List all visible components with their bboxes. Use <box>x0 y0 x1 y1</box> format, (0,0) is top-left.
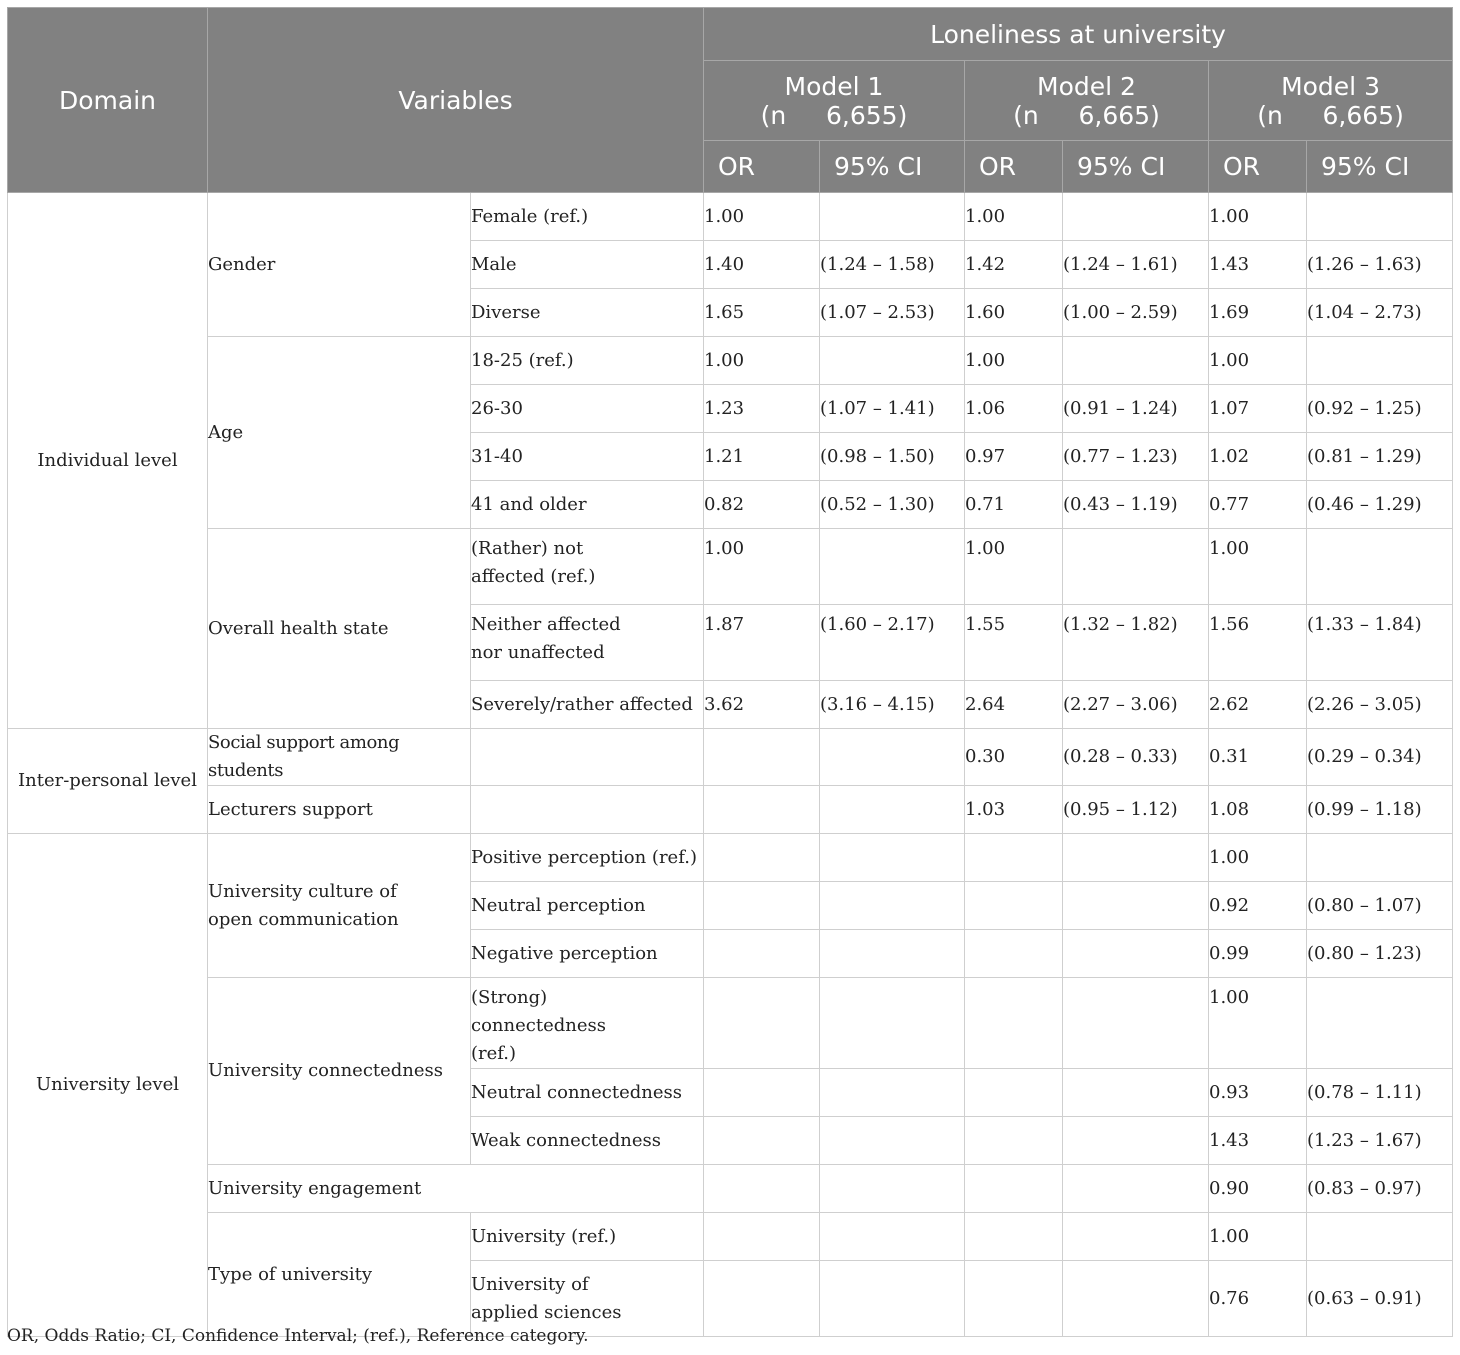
or-model-3: 0.93 <box>1209 1069 1307 1117</box>
or-model-1: 1.40 <box>704 241 820 289</box>
table-body <box>8 193 1453 1337</box>
table-row <box>8 786 1453 834</box>
table-footnote: OR, Odds Ratio; CI, Confidence Interval; (ref.), Reference category. <box>7 1326 589 1346</box>
or-model-3: 1.43 <box>1209 1117 1307 1165</box>
or-model-3: 1.08 <box>1209 786 1307 834</box>
or-model-2: 1.06 <box>965 385 1063 433</box>
domain-university: University level <box>8 834 208 1337</box>
row-label: Male <box>471 241 704 289</box>
row-label: Neutral perception <box>471 882 704 930</box>
table-header <box>8 8 1453 193</box>
or-model-2 <box>965 834 1063 882</box>
row-label: University of applied sciences <box>471 1261 704 1337</box>
or-model-3: 1.07 <box>1209 385 1307 433</box>
or-model-3: 1.00 <box>1209 834 1307 882</box>
header-or-2: OR <box>965 141 1063 193</box>
ci-model-3: (1.26 – 1.63) <box>1307 241 1453 289</box>
ci-model-2: (2.27 – 3.06) <box>1063 681 1209 729</box>
row-label: Diverse <box>471 289 704 337</box>
row-label: 18-25 (ref.) <box>471 337 704 385</box>
group-engagement: University engagement <box>208 1165 704 1213</box>
or-model-2: 1.00 <box>965 193 1063 241</box>
ci-model-2: (1.00 – 2.59) <box>1063 289 1209 337</box>
or-model-2: 1.42 <box>965 241 1063 289</box>
ci-model-1 <box>820 1261 965 1337</box>
ci-model-2 <box>1063 529 1209 605</box>
or-model-2: 0.71 <box>965 481 1063 529</box>
or-model-2 <box>965 1117 1063 1165</box>
row-label: Female (ref.) <box>471 193 704 241</box>
header-model-2 <box>965 61 1209 141</box>
ci-model-2 <box>1063 882 1209 930</box>
ci-model-3: (0.78 – 1.11) <box>1307 1069 1453 1117</box>
ci-model-2: (0.95 – 1.12) <box>1063 786 1209 834</box>
header-ci-1: 95% CI <box>820 141 965 193</box>
ci-model-3: (0.99 – 1.18) <box>1307 786 1453 834</box>
or-model-1 <box>704 1213 820 1261</box>
row-label: 41 and older <box>471 481 704 529</box>
ci-model-3 <box>1307 834 1453 882</box>
ci-model-1 <box>820 1069 965 1117</box>
group-health: Overall health state <box>208 529 471 729</box>
ci-model-1: (1.60 – 2.17) <box>820 605 965 681</box>
header-domain: Domain <box>8 8 208 193</box>
header-or-3: OR <box>1209 141 1307 193</box>
model-2-name: Model 2 <box>1037 71 1136 101</box>
ci-model-1 <box>820 786 965 834</box>
ci-model-1: (0.52 – 1.30) <box>820 481 965 529</box>
ci-model-3 <box>1307 978 1453 1069</box>
or-model-3: 1.00 <box>1209 978 1307 1069</box>
model-1-n: (n 6,655) <box>760 100 908 130</box>
ci-model-2: (0.77 – 1.23) <box>1063 433 1209 481</box>
row-label: (Strong) connectedness (ref.) <box>471 978 704 1069</box>
or-model-1: 1.00 <box>704 529 820 605</box>
or-model-2 <box>965 1165 1063 1213</box>
row-label: Weak connectedness <box>471 1117 704 1165</box>
group-lecturers: Lecturers support <box>208 786 471 834</box>
group-type: Type of university <box>208 1213 471 1337</box>
row-label <box>471 786 704 834</box>
ci-model-1 <box>820 834 965 882</box>
header-model-3 <box>1209 61 1453 141</box>
ci-model-1: (1.24 – 1.58) <box>820 241 965 289</box>
table-row <box>8 978 1453 1069</box>
group-culture: University culture of open communication <box>208 834 471 978</box>
table-row <box>8 529 1453 605</box>
ci-model-3: (0.83 – 0.97) <box>1307 1165 1453 1213</box>
or-model-3: 1.00 <box>1209 337 1307 385</box>
group-age: Age <box>208 337 471 529</box>
or-model-3: 0.77 <box>1209 481 1307 529</box>
ci-model-3: (0.63 – 0.91) <box>1307 1261 1453 1337</box>
domain-individual: Individual level <box>8 193 208 729</box>
ci-model-1 <box>820 1117 965 1165</box>
ci-model-1 <box>820 193 965 241</box>
ci-model-3: (1.04 – 2.73) <box>1307 289 1453 337</box>
header-ci-3: 95% CI <box>1307 141 1453 193</box>
ci-model-2 <box>1063 1261 1209 1337</box>
row-label: Positive perception (ref.) <box>471 834 704 882</box>
header-variables: Variables <box>208 8 704 193</box>
model-3-name: Model 3 <box>1281 71 1380 101</box>
or-model-2: 0.97 <box>965 433 1063 481</box>
ci-model-1: (1.07 – 2.53) <box>820 289 965 337</box>
or-model-3: 1.02 <box>1209 433 1307 481</box>
row-label: Severely/rather affected <box>471 681 704 729</box>
table-row <box>8 729 1453 786</box>
ci-model-3: (1.33 – 1.84) <box>1307 605 1453 681</box>
row-label: 26-30 <box>471 385 704 433</box>
model-3-n: (n 6,665) <box>1257 100 1404 130</box>
row-label: (Rather) not affected (ref.) <box>471 529 704 605</box>
or-model-2: 2.64 <box>965 681 1063 729</box>
or-model-3: 1.43 <box>1209 241 1307 289</box>
or-model-2: 1.00 <box>965 337 1063 385</box>
ci-model-2 <box>1063 1165 1209 1213</box>
table-row <box>8 1213 1453 1261</box>
table-row <box>8 337 1453 385</box>
or-model-3: 1.00 <box>1209 529 1307 605</box>
ci-model-3: (0.81 – 1.29) <box>1307 433 1453 481</box>
ci-model-3: (0.80 – 1.23) <box>1307 930 1453 978</box>
or-model-2 <box>965 882 1063 930</box>
or-model-1: 1.00 <box>704 193 820 241</box>
header-model-1 <box>704 61 965 141</box>
ci-model-1 <box>820 1213 965 1261</box>
ci-model-2 <box>1063 1213 1209 1261</box>
ci-model-2: (0.28 – 0.33) <box>1063 729 1209 786</box>
header-or-1: OR <box>704 141 820 193</box>
ci-model-3 <box>1307 193 1453 241</box>
ci-model-3: (0.29 – 0.34) <box>1307 729 1453 786</box>
or-model-2 <box>965 1069 1063 1117</box>
row-label: Neither affected nor unaffected <box>471 605 704 681</box>
row-label: 31-40 <box>471 433 704 481</box>
or-model-2: 1.00 <box>965 529 1063 605</box>
ci-model-1 <box>820 1165 965 1213</box>
ci-model-1 <box>820 729 965 786</box>
or-model-1 <box>704 882 820 930</box>
ci-model-2: (1.24 – 1.61) <box>1063 241 1209 289</box>
or-model-3: 2.62 <box>1209 681 1307 729</box>
or-model-2 <box>965 978 1063 1069</box>
row-label: Neutral connectedness <box>471 1069 704 1117</box>
or-model-1 <box>704 978 820 1069</box>
or-model-1 <box>704 1261 820 1337</box>
or-model-1 <box>704 1069 820 1117</box>
or-model-1 <box>704 1117 820 1165</box>
or-model-1: 1.00 <box>704 337 820 385</box>
or-model-3: 1.00 <box>1209 193 1307 241</box>
or-model-3: 0.90 <box>1209 1165 1307 1213</box>
ci-model-2 <box>1063 834 1209 882</box>
or-model-2: 1.60 <box>965 289 1063 337</box>
domain-interpersonal: Inter-personal level <box>8 729 208 834</box>
group-social-support: Social support among students <box>208 729 471 786</box>
or-model-2: 1.55 <box>965 605 1063 681</box>
model-1-name: Model 1 <box>784 71 884 101</box>
or-model-1 <box>704 834 820 882</box>
or-model-2 <box>965 1261 1063 1337</box>
or-model-3: 0.99 <box>1209 930 1307 978</box>
ci-model-3 <box>1307 337 1453 385</box>
regression-table <box>7 7 1453 1337</box>
ci-model-1 <box>820 337 965 385</box>
or-model-3: 0.92 <box>1209 882 1307 930</box>
ci-model-1 <box>820 529 965 605</box>
group-connectedness: University connectedness <box>208 978 471 1165</box>
ci-model-3: (0.46 – 1.29) <box>1307 481 1453 529</box>
ci-model-3 <box>1307 529 1453 605</box>
or-model-2 <box>965 1213 1063 1261</box>
ci-model-3 <box>1307 1213 1453 1261</box>
ci-model-1 <box>820 930 965 978</box>
or-model-2 <box>965 930 1063 978</box>
ci-model-2 <box>1063 930 1209 978</box>
ci-model-1: (0.98 – 1.50) <box>820 433 965 481</box>
or-model-2: 1.03 <box>965 786 1063 834</box>
ci-model-2: (1.32 – 1.82) <box>1063 605 1209 681</box>
or-model-1 <box>704 786 820 834</box>
header-outcome: Loneliness at university <box>704 8 1453 61</box>
ci-model-2 <box>1063 978 1209 1069</box>
ci-model-1 <box>820 882 965 930</box>
table-row <box>8 193 1453 241</box>
ci-model-2 <box>1063 337 1209 385</box>
group-gender: Gender <box>208 193 471 337</box>
ci-model-2 <box>1063 193 1209 241</box>
or-model-3: 1.00 <box>1209 1213 1307 1261</box>
ci-model-1 <box>820 978 965 1069</box>
or-model-3: 1.56 <box>1209 605 1307 681</box>
or-model-1 <box>704 729 820 786</box>
or-model-1: 1.23 <box>704 385 820 433</box>
ci-model-3: (0.80 – 1.07) <box>1307 882 1453 930</box>
or-model-2: 0.30 <box>965 729 1063 786</box>
ci-model-1: (1.07 – 1.41) <box>820 385 965 433</box>
ci-model-2 <box>1063 1069 1209 1117</box>
or-model-3: 1.69 <box>1209 289 1307 337</box>
ci-model-2: (0.91 – 1.24) <box>1063 385 1209 433</box>
or-model-1: 3.62 <box>704 681 820 729</box>
table-row <box>8 1165 1453 1213</box>
or-model-1: 1.65 <box>704 289 820 337</box>
or-model-1 <box>704 930 820 978</box>
or-model-1 <box>704 1165 820 1213</box>
ci-model-2 <box>1063 1117 1209 1165</box>
or-model-1: 1.87 <box>704 605 820 681</box>
ci-model-3: (0.92 – 1.25) <box>1307 385 1453 433</box>
ci-model-1: (3.16 – 4.15) <box>820 681 965 729</box>
ci-model-3: (2.26 – 3.05) <box>1307 681 1453 729</box>
ci-model-2: (0.43 – 1.19) <box>1063 481 1209 529</box>
ci-model-3: (1.23 – 1.67) <box>1307 1117 1453 1165</box>
row-label: Negative perception <box>471 930 704 978</box>
or-model-3: 0.76 <box>1209 1261 1307 1337</box>
or-model-3: 0.31 <box>1209 729 1307 786</box>
model-2-n: (n 6,665) <box>1013 100 1160 130</box>
or-model-1: 1.21 <box>704 433 820 481</box>
header-ci-2: 95% CI <box>1063 141 1209 193</box>
row-label <box>471 729 704 786</box>
table-row <box>8 834 1453 882</box>
row-label: University (ref.) <box>471 1213 704 1261</box>
or-model-1: 0.82 <box>704 481 820 529</box>
